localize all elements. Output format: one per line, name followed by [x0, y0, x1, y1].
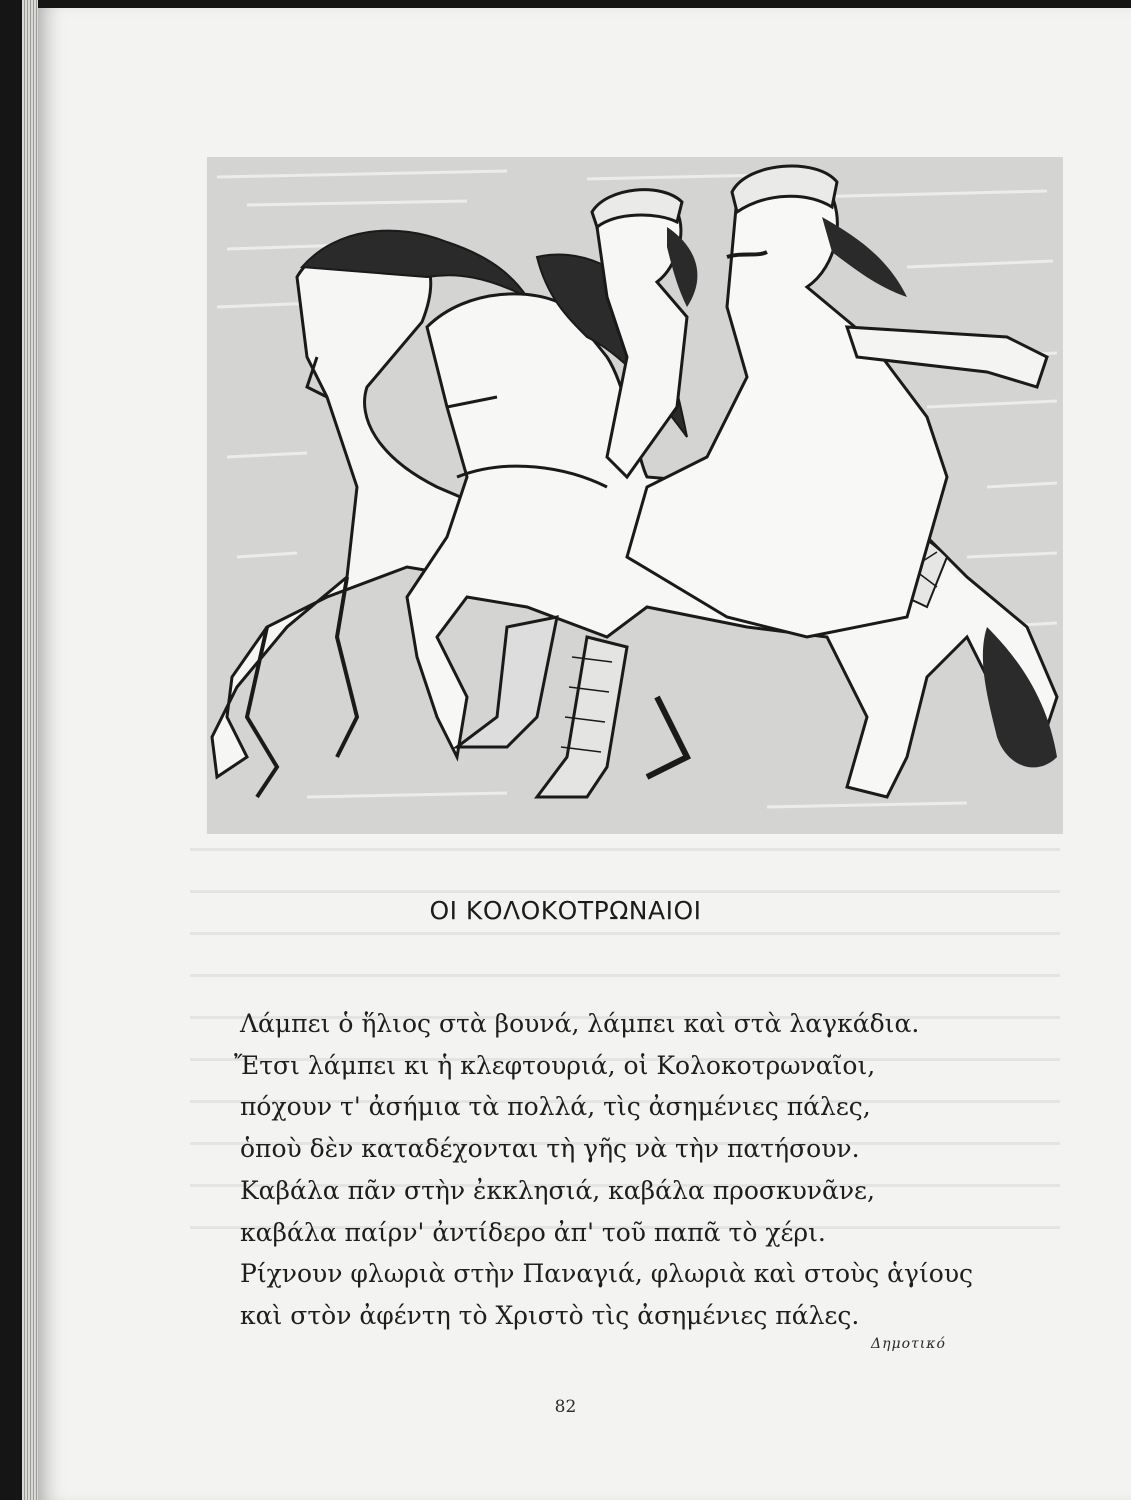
page-stack-edge	[22, 0, 38, 1500]
poem-line: πόχουν τ' ἀσήμια τὰ πολλά, τὶς ἀσημένιες πάλες,	[240, 1092, 871, 1122]
poem-line: Λάμπει ὁ ἥλιος στὰ βουνά, λάμπει καὶ στὰ λαγκάδια.	[240, 1009, 920, 1038]
poem-body	[234, 1003, 974, 1337]
poem-line: Ρίχνουν φλωριὰ στὴν Παναγιά, φλωριὰ καὶ στοὺς ἁγίους	[240, 1259, 974, 1289]
horsemen-drawing	[207, 157, 1063, 834]
horsemen-illustration	[207, 157, 1063, 834]
poem-line: ὁποὺ δὲν καταδέχονται τὴ γῆς νὰ τὴν πατήσουν.	[240, 1134, 860, 1164]
poem-title: ΟΙ ΚΟΛΟΚΟΤΡΩΝΑΙΟΙ	[429, 896, 702, 925]
poem-line: καὶ στὸν ἀφέντη τὸ Χριστὸ τὶς ἀσημένιες πάλες.	[240, 1300, 860, 1330]
poem-line: Ἔτσι λάμπει κι ἡ κλεφτουριά, οἱ Κολοκοτρωναῖοι,	[234, 1050, 876, 1080]
poem-source: Δημοτικό	[871, 1336, 946, 1352]
poem-line: καβάλα παίρν' ἀντίδερο ἀπ' τοῦ παπᾶ τὸ χέρι.	[240, 1217, 826, 1247]
page-number: 82	[554, 1397, 577, 1417]
poem-line: Καβάλα πᾶν στὴν ἐκκλησιά, καβάλα προσκυνᾶνε,	[240, 1175, 875, 1205]
